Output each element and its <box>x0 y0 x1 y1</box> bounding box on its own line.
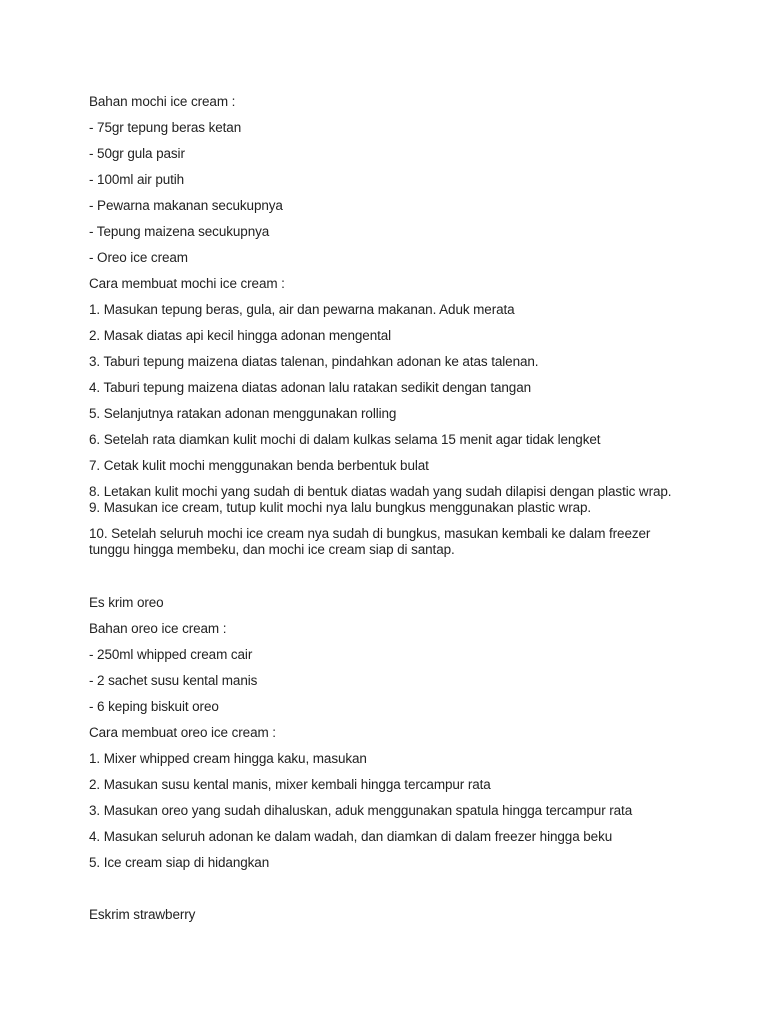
mochi-method-heading: Cara membuat mochi ice cream : <box>89 276 285 291</box>
mochi-step: 6. Setelah rata diamkan kulit mochi di dalam kulkas selama 15 menit agar tidak lengket <box>89 432 601 447</box>
mochi-ingredient-item: - Pewarna makanan secukupnya <box>89 198 283 213</box>
mochi-ingredient-item: - 100ml air putih <box>89 172 185 187</box>
oreo-step: 4. Masukan seluruh adonan ke dalam wadah, dan diamkan di dalam freezer hingga beku <box>89 829 613 844</box>
mochi-step: 9. Masukan ice cream, tutup kulit mochi nya lalu bungkus menggunakan plastic wrap. <box>89 500 592 515</box>
oreo-ingredients-heading: Bahan oreo ice cream : <box>89 621 227 636</box>
mochi-step: 4. Taburi tepung maizena diatas adonan lalu ratakan sedikit dengan tangan <box>89 380 532 395</box>
oreo-method-heading: Cara membuat oreo ice cream : <box>89 725 276 740</box>
mochi-step: 8. Letakan kulit mochi yang sudah di bentuk diatas wadah yang sudah dilapisi dengan plastic wrap. <box>89 484 672 499</box>
mochi-step: 3. Taburi tepung maizena diatas talenan, pindahkan adonan ke atas talenan. <box>89 354 539 369</box>
mochi-step: 10. Setelah seluruh mochi ice cream nya sudah di bungkus, masukan kembali ke dalam freezer tunggu hingga membeku, dan mochi ice cream siap di santap. <box>89 526 651 557</box>
mochi-ingredient-item: - 75gr tepung beras ketan <box>89 120 242 135</box>
oreo-step: 5. Ice cream siap di hidangkan <box>89 855 270 870</box>
oreo-step: 1. Mixer whipped cream hingga kaku, masukan <box>89 751 367 766</box>
oreo-step: 2. Masukan susu kental manis, mixer kembali hingga tercampur rata <box>89 777 491 792</box>
oreo-ingredient-item: - 250ml whipped cream cair <box>89 647 253 662</box>
strawberry-title: Eskrim strawberry <box>89 907 196 922</box>
oreo-ingredient-item: - 2 sachet susu kental manis <box>89 673 258 688</box>
mochi-ingredient-item: - 50gr gula pasir <box>89 146 185 161</box>
mochi-step: 7. Cetak kulit mochi menggunakan benda berbentuk bulat <box>89 458 429 473</box>
mochi-ingredient-item: - Oreo ice cream <box>89 250 188 265</box>
oreo-step: 3. Masukan oreo yang sudah dihaluskan, aduk menggunakan spatula hingga tercampur rata <box>89 803 633 818</box>
oreo-title: Es krim oreo <box>89 595 164 610</box>
mochi-step: 5. Selanjutnya ratakan adonan menggunakan rolling <box>89 406 397 421</box>
mochi-ingredient-item: - Tepung maizena secukupnya <box>89 224 270 239</box>
mochi-ingredients-heading: Bahan mochi ice cream : <box>89 94 236 109</box>
oreo-ingredient-item: - 6 keping biskuit oreo <box>89 699 219 714</box>
mochi-step: 1. Masukan tepung beras, gula, air dan pewarna makanan. Aduk merata <box>89 302 515 317</box>
mochi-step: 2. Masak diatas api kecil hingga adonan mengental <box>89 328 392 343</box>
